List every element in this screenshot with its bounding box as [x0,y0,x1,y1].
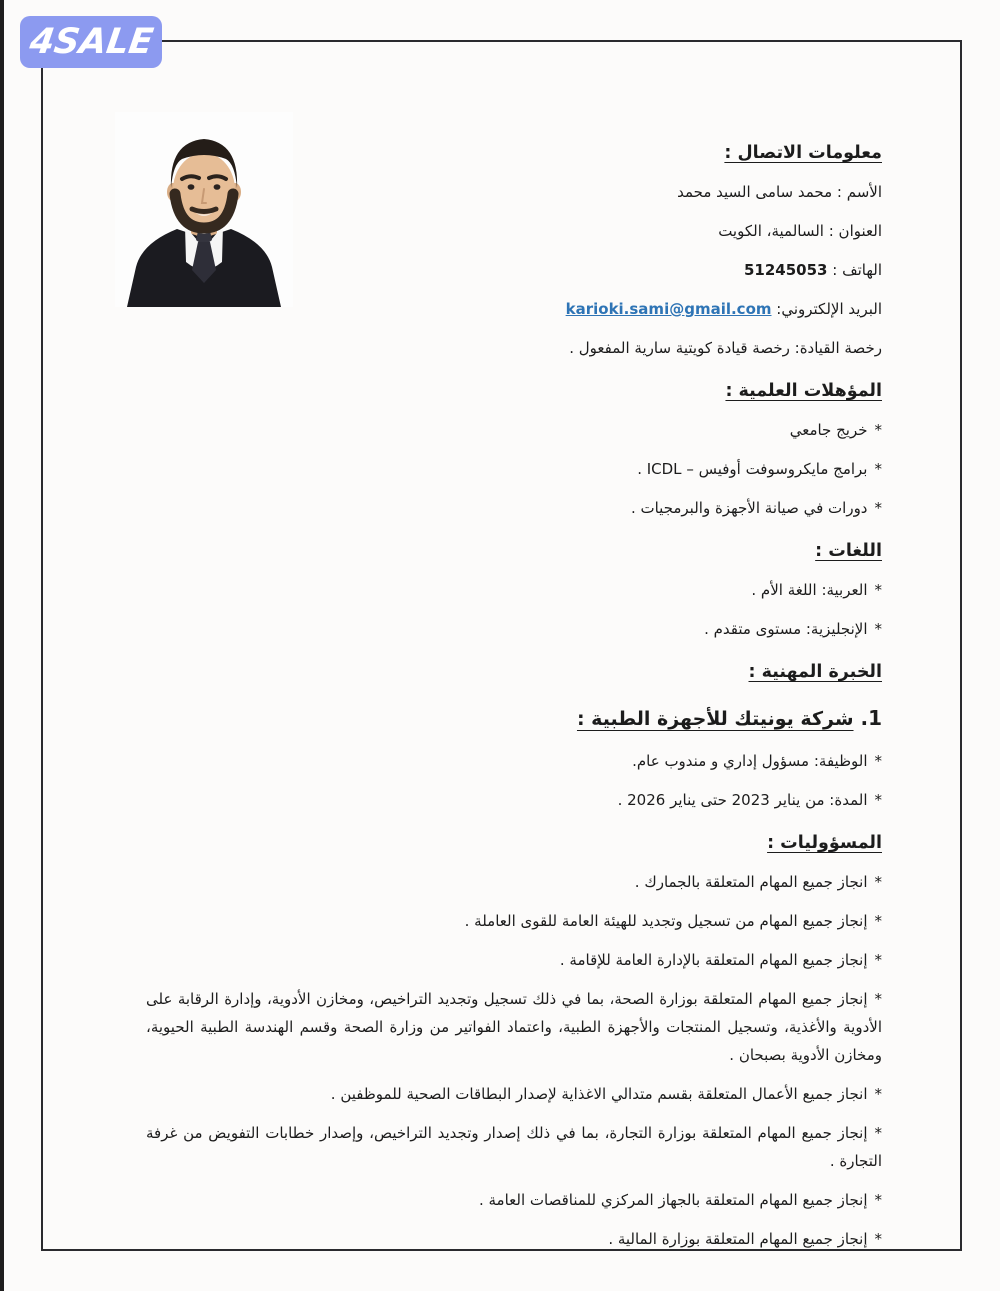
bullet-asterisk: * [874,460,882,478]
job-details-list [146,747,882,814]
job-detail-item [146,786,882,814]
bullet-asterisk: * [874,990,882,1008]
job-number: 1. [853,706,882,730]
responsibility-text: إنجاز جميع المهام المتعلقة بوزارة المالية . [608,1230,868,1248]
license-line: رخصة القيادة: رخصة قيادة كويتية سارية المفعول . [569,339,882,357]
bullet-asterisk: * [874,1191,882,1209]
bullet-asterisk: * [874,620,882,638]
phone-label: الهاتف : [827,261,882,279]
qualification-item [146,494,882,522]
qualifications-list [146,416,882,522]
email-label: البريد الإلكتروني: [771,300,882,318]
responsibility-item [146,907,882,935]
responsibility-item [146,1186,882,1214]
languages-list [146,576,882,643]
language-item [146,615,882,643]
phone-number: 51245053 [743,261,828,279]
responsibility-text: إنجاز جميع المهام المتعلقة بوزارة الصحة، بما في ذلك تسجيل وتجديد التراخيص، ومخازن الأدوية، وإدارة الرقابة على الأدوية والأغذية، وتسجيل المنتجات والأجهزة الطبية، واعتماد الفواتير من وزارة الصحة وقسم الهندسة الطبية الحيوية، ومخازن الأدوية بصبحان . [146,990,882,1064]
job-detail-text: المدة: من يناير 2023 حتى يناير 2026 . [617,791,868,809]
responsibility-text: إنجاز جميع المهام المتعلقة بوزارة التجارة، بما في ذلك إصدار وتجديد التراخيص، وإصدار خطابات التفويض من غرفة التجارة . [146,1124,882,1170]
4sale-logo-badge [20,16,162,68]
page-border-frame [41,40,962,1251]
bullet-asterisk: * [874,581,882,599]
responsibility-item [146,946,882,974]
responsibility-item [146,1225,882,1253]
language-item [146,576,882,604]
bullet-asterisk: * [874,1230,882,1248]
address-line: العنوان : السالمية، الكويت [718,222,882,240]
bullet-asterisk: * [874,912,882,930]
responsibility-item [146,868,882,896]
contact-heading: معلومات الاتصال : [724,143,882,163]
qualification-text: برامج مايكروسوفت أوفيس – ICDL . [637,460,868,478]
qualification-item [146,416,882,444]
responsibility-item [146,985,882,1069]
bullet-asterisk: * [874,1124,882,1142]
languages-heading: اللغات : [815,541,882,561]
language-text: الإنجليزية: مستوى متقدم . [704,620,868,638]
responsibility-text: انجاز جميع المهام المتعلقة بالجمارك . [634,873,868,891]
job-detail-text: الوظيفة: مسؤول إداري و مندوب عام. [632,752,868,770]
bullet-asterisk: * [874,752,882,770]
qualification-text: دورات في صيانة الأجهزة والبرمجيات . [630,499,868,517]
language-text: العربية: اللغة الأم . [751,581,868,599]
company-name: شركة يونيتك للأجهزة الطبية : [576,708,854,730]
job-detail-item [146,747,882,775]
responsibility-item [146,1119,882,1175]
name-line: الأسم : محمد سامى السيد محمد [677,183,882,201]
email-link[interactable]: karioki.sami@gmail.com [565,300,772,318]
bullet-asterisk: * [874,1085,882,1103]
company-title [146,702,882,735]
responsibility-text: انجاز جميع الأعمال المتعلقة بقسم متدالي الاغذاية لإصدار البطاقات الصحية للموظفين . [330,1085,868,1103]
qualifications-heading: المؤهلات العلمية : [725,381,882,401]
experience-heading: الخبرة المهنية : [748,662,882,682]
qualification-item [146,455,882,483]
bullet-asterisk: * [874,499,882,517]
responsibility-text: إنجاز جميع المهام من تسجيل وتجديد للهيئة العامة للقوى العاملة . [464,912,868,930]
bullet-asterisk: * [874,951,882,969]
scan-edge-strip [0,0,4,1291]
4sale-logo-text: 4SALE [26,22,156,62]
cv-content [146,139,882,1264]
bullet-asterisk: * [874,791,882,809]
qualification-text: خريج جامعي [789,421,868,439]
email-line [146,295,882,323]
responsibility-text: إنجاز جميع المهام المتعلقة بالجهاز المركزي للمناقصات العامة . [478,1191,868,1209]
responsibility-item [146,1080,882,1108]
bullet-asterisk: * [874,421,882,439]
responsibilities-heading: المسؤوليات : [767,833,882,853]
responsibilities-list [146,868,882,1253]
bullet-asterisk: * [874,873,882,891]
responsibility-text: إنجاز جميع المهام المتعلقة بالإدارة العامة للإقامة . [559,951,868,969]
phone-line [146,256,882,284]
